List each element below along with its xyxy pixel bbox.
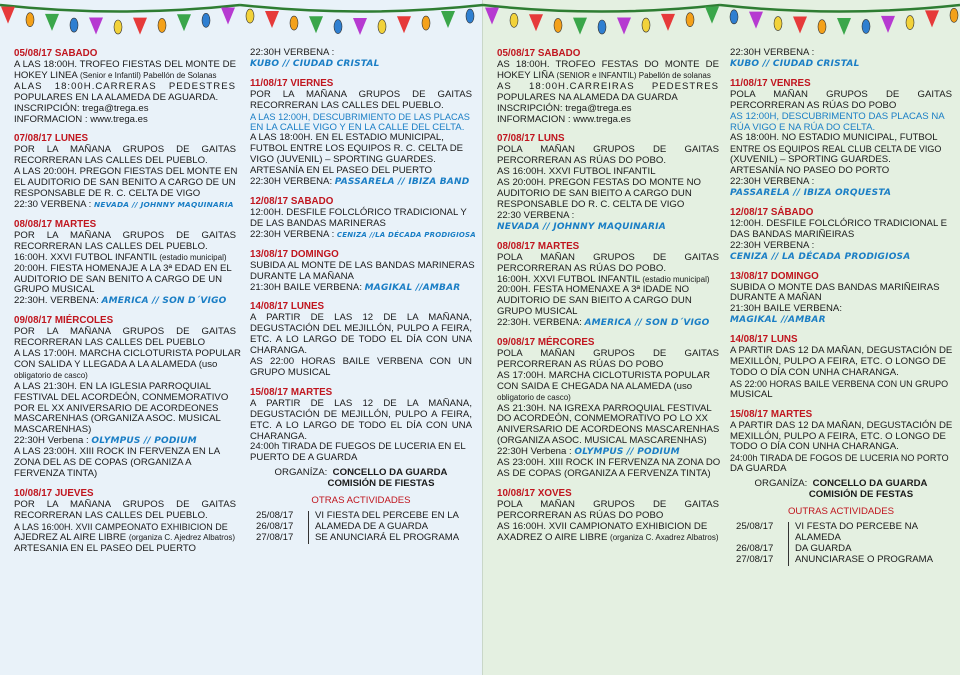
event-line: DEGUSTACIÓN DEL MEJILLÓN, PULPO A FEIRA, xyxy=(250,323,472,335)
event-line: AS 22:00 HORAS BAILE VERBENA CON UN GRUPO xyxy=(730,378,949,389)
event-line: FUTBOL ENTRE LOS EQUIPOS R. C. CELTA DE xyxy=(250,143,464,155)
event-date: 15/08/17 MARTES xyxy=(730,408,813,420)
event-line: A LAS 21:30H. EN LA IGLESIA PARROQUIAL xyxy=(14,380,212,392)
event-date: 10/08/17 JUEVES xyxy=(14,487,94,499)
event-line: ARTESANÍA EN EL PASEO DEL PUERTO xyxy=(250,165,432,177)
event-line: CON SAIDA E CHEGADA NA ALAMEDA (uso xyxy=(497,380,693,392)
organizer-label: ORGANÍZA: xyxy=(274,467,328,479)
event-date: 10/08/17 XOVES xyxy=(497,487,572,499)
activity-date: 26/08/17 xyxy=(256,520,294,532)
event-line: A PARTIR DE LAS 12 DE LA MAÑANA, xyxy=(250,397,472,409)
event-line: POR LA MAÑANA GRUPOS DE GAITAS xyxy=(14,229,236,241)
event-text: 22:30H. VERBENA: xyxy=(14,295,102,307)
event-line: (XUVENIL) – SPORTING GUARDES. xyxy=(730,154,891,166)
event-date: 05/08/17 SABADO xyxy=(14,48,98,59)
event-line: PERCORRERAN AS RÚAS DO POBO xyxy=(497,358,664,370)
bunting-flag xyxy=(705,7,719,24)
event-line: AS 16:00H. XXVI FUTBOL INFANTIL xyxy=(497,166,656,178)
event-line: A LAS 12:00H, DESCUBRIMIENTO DE LAS PLACAS xyxy=(250,111,470,122)
light-bulb xyxy=(950,8,958,22)
garland-string xyxy=(0,5,240,12)
band-name: KUBO // CIUDAD CRISTAL xyxy=(730,58,860,69)
event-text: 16:00H. XXVI FUTBOL INFANTIL xyxy=(497,273,643,285)
event-line: MASCARENHAS) xyxy=(14,424,92,436)
event-line: INSCRIPCIÓN: trega@trega.es xyxy=(14,102,149,114)
event-line: AS 17:00H. MARCHA CICLOTURISTA POPULAR xyxy=(497,369,711,381)
event-line: MASCARENHAS (ORGANIZA ASOC. MUSICAL xyxy=(14,413,221,425)
event-line: AS 12:00H, DESCUBRIMENTO DAS PLACAS NA xyxy=(730,110,945,122)
band-name: KUBO // CIUDAD CRISTAL xyxy=(250,58,380,69)
activity-date: 25/08/17 xyxy=(736,520,774,532)
activity-text: ALAMEDA DE A GUARDA xyxy=(308,522,428,533)
event-line xyxy=(14,533,236,544)
event-date: 14/08/17 LUNS xyxy=(730,334,798,346)
bunting-flag xyxy=(1,7,15,24)
light-bulb xyxy=(906,16,914,30)
other-activities-list xyxy=(256,511,472,544)
event-line: RECORRERAN LAS CALLES DEL PUEBLO. xyxy=(250,99,444,111)
event-line: INFORMACION : www.trega.es xyxy=(14,113,148,125)
event-line: obligatorio de casco) xyxy=(497,392,571,402)
event-note: (organiza C. Ajedrez Albatros) xyxy=(128,532,236,542)
event-line xyxy=(14,253,236,264)
event-line: POLA MAÑAN GRUPOS DE GAITAS xyxy=(497,144,719,156)
event-line: RESPONSABLE DE R. C. CELTA DE VIGO xyxy=(14,188,201,200)
bunting-garland xyxy=(0,0,960,40)
event-date: 13/08/17 DOMINGO xyxy=(730,270,819,282)
event-line: DURANTE A MAÑAN xyxy=(730,292,822,304)
activity-date: 27/08/17 xyxy=(256,531,294,543)
event-line: MUSICAL xyxy=(730,388,773,400)
event-date: 12/08/17 SÁBADO xyxy=(730,206,814,218)
bunting-flag xyxy=(661,14,675,31)
event-note: (SENIOR e INFANTIL) Pabellón de solanas xyxy=(556,70,711,80)
bunting-flag xyxy=(749,12,763,29)
event-date: 07/08/17 LUNS xyxy=(497,133,565,145)
bunting-flag xyxy=(573,18,587,35)
event-line: ZONA DEL AS DE COPAS (ORGANIZA A xyxy=(14,457,192,469)
event-text: 22:30H VERBENA : xyxy=(250,228,337,240)
bunting-flag xyxy=(397,16,411,33)
bunting-flag xyxy=(133,18,147,35)
event-line: ALAS 18:00H.CARRERAS PEDESTRES xyxy=(14,80,236,92)
spanish-column-1 xyxy=(14,48,241,554)
light-bulb xyxy=(774,17,782,31)
event-line: AUDITORIO DE SAN BIEITO A CARGO DUN xyxy=(497,295,692,307)
garland-string xyxy=(720,5,960,12)
event-line xyxy=(497,318,719,329)
light-bulb xyxy=(202,13,210,27)
event-note: (Senior e Infantil) Pabellón de Solanas xyxy=(79,70,217,80)
event-line: RECORRERAN LAS CALLES DEL PUEBLO. xyxy=(14,509,208,521)
event-line: PUERTO DE A GUARDA xyxy=(250,452,358,464)
light-bulb xyxy=(554,18,562,32)
event-line: POPULARES NA ALAMEDA DA GUARDA xyxy=(497,91,678,103)
galician-page xyxy=(483,0,960,675)
event-date: 08/08/17 MARTES xyxy=(14,218,97,230)
light-bulb xyxy=(246,9,254,23)
event-line: EN LA CALLE VIGO Y EN LA CALLE DEL CELTA. xyxy=(250,121,465,133)
light-bulb xyxy=(686,13,694,27)
event-line: POLA MAÑAN GRUPOS DE GAITAS xyxy=(497,498,719,510)
activity-row xyxy=(256,533,472,544)
event-line: RESPONSABLE DO R. C. CELTA DE VIGO xyxy=(497,198,685,210)
bunting-flag xyxy=(45,14,59,31)
organizer-commission: COMISIÓN DE FIESTAS xyxy=(327,478,435,490)
galician-column-1 xyxy=(497,48,719,544)
event-line: FESTIVAL DEL ACORDEÓN, CONMEMORATIVO xyxy=(14,391,229,403)
activity-date: 27/08/17 xyxy=(736,553,774,565)
light-bulb xyxy=(26,13,34,27)
event-date: 12/08/17 SABADO xyxy=(250,195,334,207)
event-line: AUDITORIO DE SAN BIEITO A CARGO DUN xyxy=(497,188,692,200)
event-text: HOKEY LIÑA xyxy=(497,69,557,81)
event-line: CHARANGA. xyxy=(250,345,308,357)
band-name: CENIZA // LA DÉCADA PRODIGIOSA xyxy=(730,251,911,262)
activity-date: 25/08/17 xyxy=(256,510,294,521)
event-line: ARTESANÍA NO PASEO DO PORTO xyxy=(730,165,890,177)
activity-text: VI FESTA DO PERCEBE NA ALAMEDA xyxy=(788,522,952,544)
event-line: TODO O DÍA CON UNHA CHARANGA. xyxy=(730,441,899,453)
event-line: AUDITORIO DE SAN BENITO A CARGO DE UN xyxy=(14,273,223,285)
garland-string xyxy=(483,5,720,12)
event-line: SUBIDA AL MONTE DE LAS BANDAS MARINERAS xyxy=(250,259,475,271)
bunting-flag xyxy=(485,7,499,24)
bunting-flag xyxy=(221,7,235,24)
activity-row xyxy=(736,522,952,544)
event-line: VIGO (JUVENIL) – SPORTING GUARDES. xyxy=(250,154,436,166)
event-line: AS 22:00 HORAS BAILE VERBENA CON UN xyxy=(250,356,472,368)
light-bulb xyxy=(114,20,122,34)
event-line: A LAS 16:00H. XVII CAMPEONATO EXHIBICION DE xyxy=(14,521,228,532)
event-line: AS 18:00H. NO ESTADIO MUNICIPAL, FUTBOL xyxy=(730,132,938,144)
light-bulb xyxy=(642,18,650,32)
event-text: 21:30H BAILE VERBENA: xyxy=(250,281,365,293)
event-line xyxy=(497,533,719,544)
event-date: 05/08/17 SABADO xyxy=(497,48,581,59)
event-line: 20:00H. FESTA HOMENAXE A 3ª IDADE NO xyxy=(497,284,690,296)
event-line: POPULARES EN LA ALAMEDA DE AGUARDA. xyxy=(14,91,219,103)
event-line: DE LAS BANDAS MARINERAS xyxy=(250,217,386,229)
event-line: 22:30H VERBENA : xyxy=(730,47,815,58)
event-line: GRUPO MUSICAL xyxy=(497,306,578,318)
event-line: GRUPO MUSICAL xyxy=(14,284,95,296)
band-name: CENIZA //LA DÉCADA PRODIGIOSA xyxy=(336,230,476,239)
event-line: RECORRERAN LAS CALLES DEL PUEBLO. xyxy=(14,240,208,252)
event-line: INFORMACION : www.trega.es xyxy=(497,113,631,125)
galician-column-2 xyxy=(730,48,952,566)
event-line: PERCORRERAN AS RÚAS DO POBO. xyxy=(497,155,666,167)
event-text: 22:30H. VERBENA: xyxy=(497,317,585,329)
light-bulb xyxy=(70,18,78,32)
event-text: AJEDREZ AL AIRE LIBRE xyxy=(14,531,129,543)
event-line: SUBIDA O MONTE DAS BANDAS MARIÑEIRAS xyxy=(730,281,940,293)
bunting-flag xyxy=(353,18,367,35)
event-line: CON SALIDA Y LLEGADA A LA ALAMEDA (uso xyxy=(14,358,218,370)
event-line: (ORGANIZA ASOC. MUSICAL MASCARENHAS) xyxy=(497,435,707,447)
event-date: 08/08/17 MARTES xyxy=(497,240,580,252)
band-name: PASSARELA // IBIZA ORQUESTA xyxy=(730,187,892,198)
event-line: ETC. A LO LARGO DE TODO EL DÍA CON UNA xyxy=(250,334,472,346)
bunting-flag xyxy=(793,17,807,34)
event-line xyxy=(250,177,472,188)
event-date: 09/08/17 MÉRCORES xyxy=(497,337,595,349)
event-line: obligatorio de casco) xyxy=(14,370,88,380)
organizer-commission: COMISIÓN DE FESTAS xyxy=(808,489,914,501)
band-name: PASSARELA // IBIZA BAND xyxy=(334,177,470,188)
event-line: AS 18:00H.CARREIRAS PEDESTRES xyxy=(497,80,719,92)
event-line: DO ACORDEÓN, CONMEMORATIVO PO LO XX xyxy=(497,413,708,425)
event-date: 14/08/17 LUNES xyxy=(250,301,325,313)
event-line: A LAS 17:00H. MARCHA CICLOTURISTA POPULAR xyxy=(14,348,241,360)
event-line: AS 23:00H. XIII ROCK IN FERVENZA NA ZONA DO xyxy=(497,457,721,469)
bunting-flag xyxy=(881,16,895,33)
event-line xyxy=(14,296,236,307)
activity-text: DA GUARDA xyxy=(788,544,852,555)
band-name: AMERICA // SON D´VIGO xyxy=(584,318,710,329)
band-name: OLYMPUS // PODIUM xyxy=(91,436,197,447)
bunting-flag xyxy=(441,11,455,28)
activity-text: ANUNCIARASE O PROGRAMA xyxy=(788,555,933,566)
event-line: A LAS 23:00H. XIII ROCK IN FERVENZA EN LA xyxy=(14,446,221,458)
event-line: ETC. A LO LARGO DE TODO EL DÍA CON UNA xyxy=(250,419,472,431)
event-line: EL AUDITORIO DE SAN BENITO A CARGO DE UN xyxy=(14,177,236,189)
band-name: NEVADA // JOHNNY MAQUINARIA xyxy=(94,199,234,209)
event-text: AXADREZ O AIRE LIBRE xyxy=(497,531,611,543)
light-bulb xyxy=(818,20,826,34)
event-line: AS DE COPAS (ORGANIZA A FERVENZA TINTA) xyxy=(497,468,711,479)
event-line: AS 18:00H. TROFEO FESTAS DO MONTE DE xyxy=(497,59,719,70)
event-line: RECORRERAN LAS CALLES DEL PUEBLO xyxy=(14,337,206,349)
bunting-flag xyxy=(529,14,543,31)
event-text: HOKEY LINEA xyxy=(14,69,80,81)
light-bulb xyxy=(378,20,386,34)
event-line: 22:30H VERBENA : xyxy=(730,176,815,188)
event-line: 24:00h TIRADA DE FOGOS DE LUCERIA NO PORTO xyxy=(730,453,949,464)
event-date: 07/08/17 LUNES xyxy=(14,133,89,145)
event-line: PERCORRERAN AS RÚAS DO POBO xyxy=(497,509,664,521)
event-line: PERCORRERAN AS RÚAS DO POBO xyxy=(730,99,897,111)
event-line: RECORRERAN LAS CALLES DEL PUEBLO. xyxy=(14,155,208,167)
event-line: ENTRE OS EQUIPOS REAL CLUB CELTA DE VIGO xyxy=(730,144,942,155)
event-note: (organiza C. Axadrez Albatros) xyxy=(610,532,719,542)
event-line: RÚA VIGO E NA RÚA DO CELTA. xyxy=(730,121,876,133)
light-bulb xyxy=(466,9,474,23)
event-line: GRUPO MUSICAL xyxy=(250,366,331,378)
event-line: POLA MAÑAN GRUPOS DE GAITAS xyxy=(497,348,719,360)
event-line xyxy=(250,283,472,294)
event-line: DAS BANDAS MARIÑEIRAS xyxy=(730,228,855,240)
organizer-label: ORGANÍZA: xyxy=(754,478,808,490)
event-line: 22:30H VERBENA : xyxy=(730,239,815,251)
other-activities-heading: OTRAS ACTIVIDADES xyxy=(311,495,411,507)
light-bulb xyxy=(730,10,738,24)
activity-text: SE ANUNCIARÁ EL PROGRAMA xyxy=(308,533,459,544)
event-line: 22:30H VERBENA : xyxy=(250,47,335,58)
event-line: ARTESANIA EN EL PASEO DEL PUERTO xyxy=(14,542,196,554)
other-activities-heading: OUTRAS ACTIVIDADES xyxy=(787,506,895,517)
bunting-flag xyxy=(617,17,631,34)
event-line: TODO O DÍA CON UNHA CHARANGA. xyxy=(730,366,899,378)
event-line: POLA MAÑAN GRUPOS DE GAITAS xyxy=(497,251,719,263)
band-name: NEVADA // JOHNNY MAQUINARIA xyxy=(497,221,666,232)
band-name: OLYMPUS // PODIUM xyxy=(574,447,680,458)
event-line: ANIVERSARIO DE ACORDEONS MASCARENHAS xyxy=(497,424,720,436)
bunting-flag xyxy=(89,17,103,34)
bunting-flag xyxy=(309,16,323,33)
organizer-name: CONCELLO DA GUARDA xyxy=(812,478,928,490)
event-line: 20:00H. FIESTA HOMENAJE A LA 3ª EDAD EN EL xyxy=(14,262,232,274)
event-text: 22:30H Verbena : xyxy=(14,435,92,447)
activity-row xyxy=(736,544,952,555)
event-note: (estadio municipal) xyxy=(642,274,710,284)
activity-row xyxy=(736,555,952,566)
event-line: AS 21:30H. NA IGREXA PARROQUIAL FESTIVAL xyxy=(497,402,712,414)
light-bulb xyxy=(158,18,166,32)
event-line: FERVENZA TINTA) xyxy=(14,468,98,479)
event-text: 16:00H. XXVI FUTBOL INFANTIL xyxy=(14,251,160,263)
band-name: AMERICA // SON D´VIGO xyxy=(101,296,227,307)
event-text: 22:30H Verbena : xyxy=(497,446,575,458)
event-date: 11/08/17 VIERNES xyxy=(250,77,334,89)
event-line: DEGUSTACIÓN DE MEJILLÓN, PULPO A FEIRA, xyxy=(250,408,472,420)
activity-date: 26/08/17 xyxy=(736,542,774,554)
light-bulb xyxy=(862,19,870,33)
event-line: POR EL XX ANIVERSARIO DE ACORDEONES xyxy=(14,402,219,414)
event-line: 24:00h TIRADA DE FUEGOS DE LUCERIA EN EL xyxy=(250,441,466,453)
light-bulb xyxy=(510,13,518,27)
event-line: 22:30 VERBENA : xyxy=(497,209,575,221)
event-line xyxy=(14,200,236,211)
organizer-name: CONCELLO DA GUARDA xyxy=(332,467,448,479)
event-line: MEXILLÓN, PULPO A FEIRA, ETC. O LONGO DE xyxy=(730,356,946,368)
bunting-flag xyxy=(177,14,191,31)
event-line: 12:00H. DESFILE FOLCLÓRICO TRADICIONAL E xyxy=(730,217,947,229)
event-line: CHARANGA. xyxy=(250,430,308,442)
event-date: 11/08/17 VENRES xyxy=(730,77,811,89)
event-line: A LAS 20:00H. PREGON FIESTAS DEL MONTE EN xyxy=(14,166,238,178)
event-line: INSCRIPCIÓN: trega@trega.es xyxy=(497,102,632,114)
event-line: A LAS 18:00H. EN EL ESTADIO MUNICIPAL, xyxy=(250,132,444,144)
other-activities-list xyxy=(736,522,952,566)
light-bulb xyxy=(290,16,298,30)
event-line: A LAS 18:00H. TROFEO FIESTAS DEL MONTE DE xyxy=(14,59,236,70)
light-bulb xyxy=(334,20,342,34)
event-line: DURANTE LA MAÑANA xyxy=(250,270,354,282)
event-line: AS 20:00H. PREGON FESTAS DO MONTE NO xyxy=(497,177,701,189)
event-text: 22:30 VERBENA : xyxy=(14,198,94,210)
event-line: DA GUARDA xyxy=(730,463,787,475)
event-line: MEXILLÓN, PULPO A FEIRA, ETC. O LONGO DE xyxy=(730,430,946,442)
event-text: 22:30H VERBENA: xyxy=(250,176,335,188)
event-line: A PARTIR DAS 12 DA MAÑAN, DEGUSTACIÓN DE xyxy=(730,419,953,431)
event-date: 13/08/17 DOMINGO xyxy=(250,248,339,260)
bunting-flag xyxy=(837,18,851,35)
event-line: 21:30H BAILE VERBENA: xyxy=(730,303,842,315)
event-line xyxy=(250,228,476,241)
band-name: MAGIKAL //AMBAR xyxy=(730,315,826,326)
event-note: (estadio municipal) xyxy=(159,252,227,262)
event-line: POR LA MAÑANA GRUPOS DE GAITAS xyxy=(14,498,236,510)
event-line: POR LA MAÑANA GRUPOS DE GAITAS xyxy=(14,144,236,156)
event-line: AS 16:00H. XVII CAMPIONATO EXHIBICION DE xyxy=(497,520,708,532)
event-line: PERCORRERAN AS RÚAS DO POBO. xyxy=(497,262,666,274)
event-line: A PARTIR DAS 12 DA MAÑAN, DEGUSTACIÓN DE xyxy=(730,345,953,357)
event-line: A PARTIR DE LAS 12 DE LA MAÑANA, xyxy=(250,312,472,324)
light-bulb xyxy=(598,20,606,34)
event-line: POR LA MAÑANA GRUPOS DE GAITAS xyxy=(14,326,236,338)
event-date: 09/08/17 MIÉRCOLES xyxy=(14,315,114,327)
band-name: MAGIKAL //AMBAR xyxy=(364,282,461,293)
activity-text: VI FIESTA DEL PERCEBE EN LA xyxy=(308,511,459,522)
event-line: 12:00H. DESFILE FOLCLÓRICO TRADICIONAL Y xyxy=(250,206,467,218)
spanish-column-2 xyxy=(250,47,476,544)
event-line: POLA MAÑAN GRUPOS DE GAITAS xyxy=(730,88,952,100)
event-date: 15/08/17 MARTES xyxy=(250,386,333,398)
bunting-flag xyxy=(265,11,279,28)
bunting-flag xyxy=(925,10,939,27)
light-bulb xyxy=(422,16,430,30)
garland-string xyxy=(240,5,483,12)
event-line: POR LA MAÑANA GRUPOS DE GAITAS xyxy=(250,88,472,100)
